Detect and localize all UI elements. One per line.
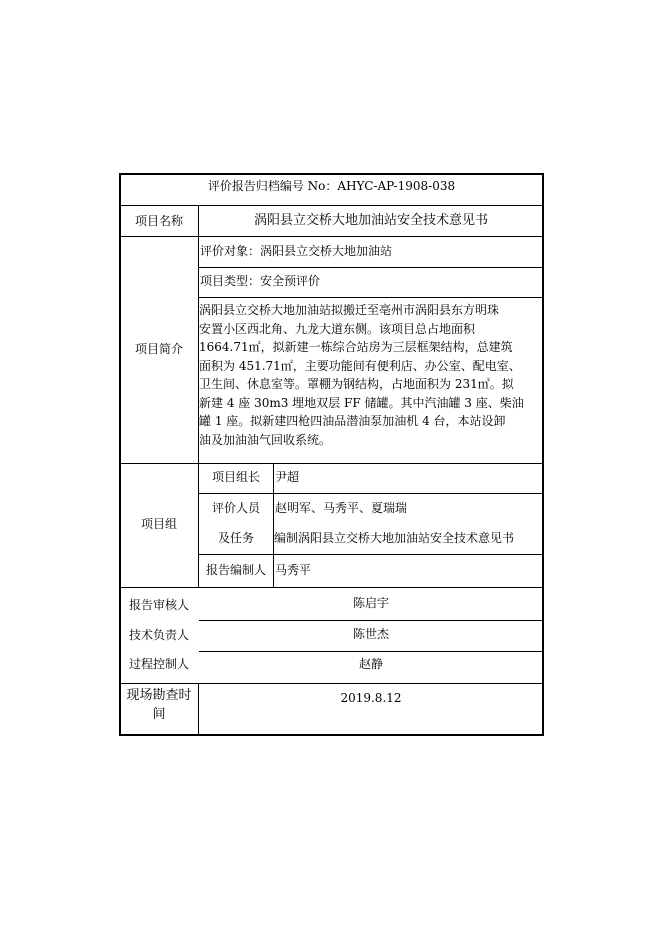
survey-time-label: 现场勘查时 [126,688,192,703]
description-line: 罐 1 座。拟新建四枪四油品潜油泵加油机 4 台，本站设卸 [199,414,506,428]
rule [199,297,544,298]
archive-number: 评价报告归档编号 No：AHYC-AP-1908-038 [207,179,456,193]
evaluators-label: 评价人员 [211,501,260,515]
leader-label: 项目组长 [211,470,260,484]
description-line: 1664.71㎡，拟新建一栋综合站房为三层框架结构，总建筑 [199,340,513,354]
border-left [119,173,121,736]
border-top [119,173,544,175]
compiler-label: 报告编制人 [205,563,266,577]
rule [119,463,544,464]
evaluators-value: 赵明军、马秀平、夏瑞瑞 [275,501,408,515]
project-name-label: 项目名称 [134,214,183,228]
project-intro-label: 项目简介 [134,342,183,356]
description-line: 新建 4 座 30m3 埋地双层 FF 储罐。其中汽油罐 3 座、柴油 [199,395,524,410]
rule [119,236,544,237]
rule [199,554,544,555]
rule [199,267,544,268]
rule [119,683,544,684]
survey-date: 2019.8.12 [340,691,402,705]
tech-lead-label: 技术负责人 [128,628,189,642]
rule [199,620,544,621]
rule [273,463,274,587]
leader-value: 尹超 [275,470,300,484]
description-line: 安置小区西北角、九龙大道东侧。该项目总占地面积 [199,321,476,336]
compiler-value: 马秀平 [275,563,312,577]
border-bottom [119,734,544,736]
reviewer-label: 报告审核人 [128,598,189,612]
description-line: 面积为 451.71㎡，主要功能间有便利店、办公室、配电室、 [199,358,521,373]
description-line: 油及加油油气回收系统。 [199,432,332,447]
controller-label: 过程控制人 [128,657,189,671]
task-value: 编制涡阳县立交桥大地加油站安全技术意见书 [274,531,515,545]
project-name-value: 涡阳县立交桥大地加油站安全技术意见书 [253,213,488,228]
tech-lead-value: 陈世杰 [352,627,389,641]
reviewer-value: 陈启宇 [352,596,389,610]
project-type: 项目类型：安全预评价 [200,274,321,288]
survey-time-label-cont: 间 [152,707,166,722]
evaluators-task-label: 及任务 [217,531,254,545]
project-group-label: 项目组 [140,517,177,531]
rule [119,587,544,588]
description-line: 卫生间、休息室等。罩棚为钢结构，占地面积为 231㎡。拟 [199,377,514,391]
controller-value: 赵静 [358,657,383,671]
archive-form-table [119,173,544,736]
rule [119,205,544,206]
rule [199,493,544,494]
rule [199,651,544,652]
description-line: 涡阳县立交桥大地加油站拟搬迁至亳州市涡阳县东方明珠 [199,303,500,317]
evaluation-target: 评价对象：涡阳县立交桥大地加油站 [200,244,393,258]
project-description [199,301,543,449]
